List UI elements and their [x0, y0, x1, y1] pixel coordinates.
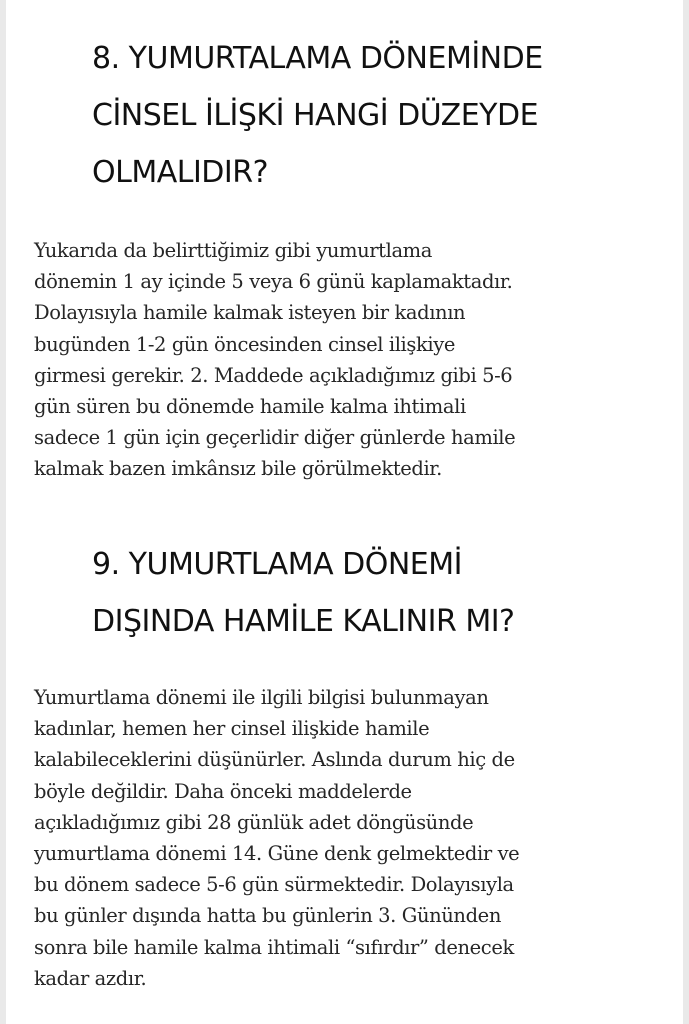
paragraph-line: bu dönem sadece 5-6 gün sürmektedir. Dolayısıyla: [34, 873, 514, 897]
section-9-paragraph: [34, 682, 664, 994]
heading-line: 8. YUMURTALAMA DÖNEMİNDE: [92, 41, 543, 76]
paragraph-line: bugünden 1-2 gün öncesinden cinsel ilişkiye: [34, 332, 455, 356]
section-9-heading: [92, 536, 662, 650]
heading-line: OLMALIDIR?: [92, 155, 269, 190]
heading-line: CİNSEL İLİŞKİ HANGİ DÜZEYDE: [92, 98, 539, 133]
paragraph-line: dönemin 1 ay içinde 5 veya 6 günü kaplamaktadır.: [34, 270, 513, 294]
paragraph-line: sadece 1 gün için geçerlidir diğer günlerde hamile: [34, 426, 516, 450]
section-8-paragraph: [34, 235, 664, 485]
paragraph-line: açıkladığımız gibi 28 günlük adet döngüsünde: [34, 810, 474, 834]
paragraph-line: kalmak bazen imkânsız bile görülmektedir.: [34, 457, 442, 481]
paragraph-line: Dolayısıyla hamile kalmak isteyen bir kadının: [34, 301, 466, 325]
paragraph-line: gün süren bu dönemde hamile kalma ihtimali: [34, 395, 466, 419]
paragraph-line: girmesi gerekir. 2. Maddede açıkladığımız gibi 5-6: [34, 363, 513, 387]
paragraph-line: sonra bile hamile kalma ihtimali “sıfırdır” denecek: [34, 935, 514, 959]
paragraph-line: kadınlar, hemen her cinsel ilişkide hamile: [34, 717, 430, 741]
paragraph-line: Yumurtlama dönemi ile ilgili bilgisi bulunmayan: [34, 686, 489, 709]
paragraph-line: yumurtlama dönemi 14. Güne denk gelmektedir ve: [34, 842, 520, 866]
paragraph-line: kadar azdır.: [34, 966, 147, 990]
paragraph-line: kalabileceklerini düşünürler. Aslında durum hiç de: [34, 748, 515, 772]
heading-line: 9. YUMURTLAMA DÖNEMİ: [92, 547, 462, 582]
paragraph-line: böyle değildir. Daha önceki maddelerde: [34, 779, 412, 803]
paragraph-line: Yukarıda da belirttiğimiz gibi yumurtlama: [34, 239, 432, 262]
paragraph-line: bu günler dışında hatta bu günlerin 3. Gününden: [34, 904, 501, 928]
section-8-heading: [92, 30, 662, 201]
heading-line: DIŞINDA HAMİLE KALINIR MI?: [92, 604, 515, 639]
